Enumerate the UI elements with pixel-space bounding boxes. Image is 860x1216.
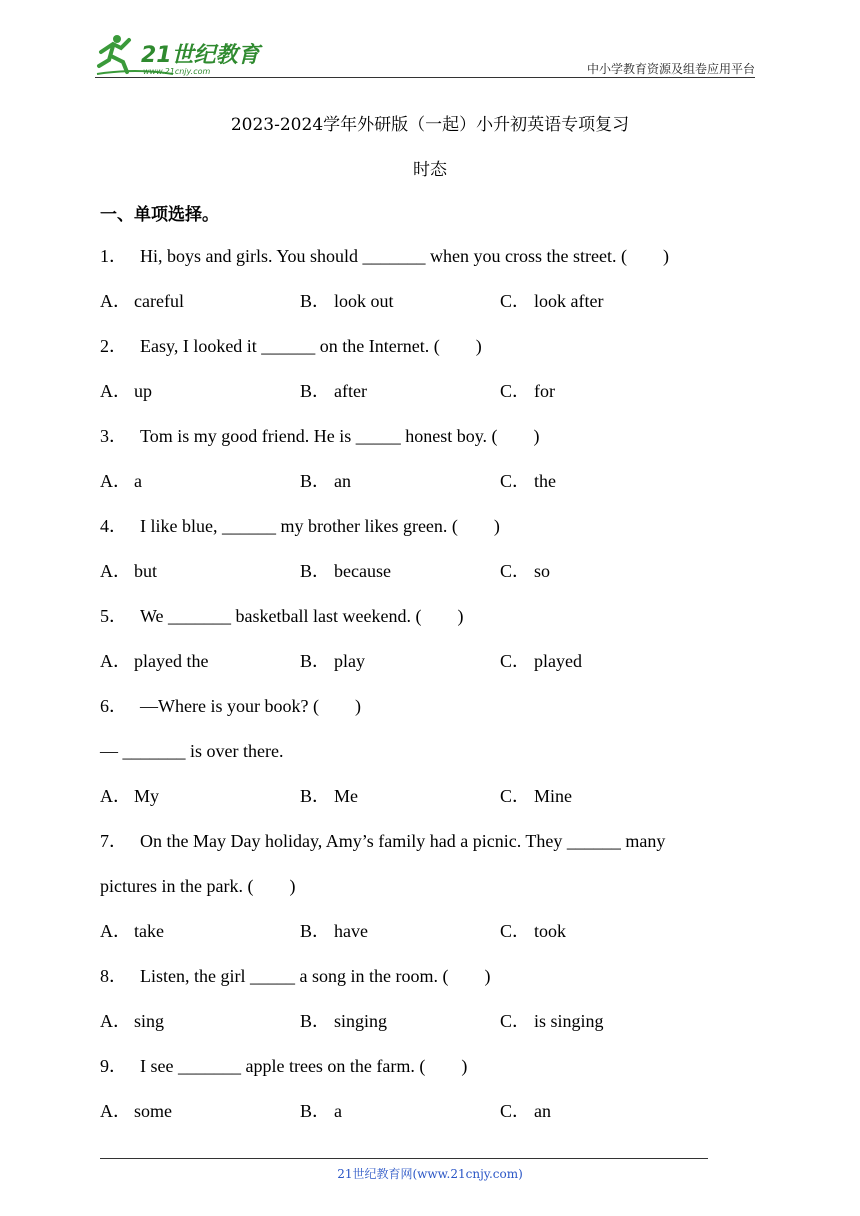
answer-option-b[interactable] — [300, 369, 367, 414]
option-label: C． — [500, 471, 531, 491]
option-label: A． — [100, 381, 131, 401]
footer-text: 21世纪教育网(www.21cnjy.com) — [337, 1167, 523, 1181]
question-stem — [100, 684, 760, 729]
option-label: C． — [500, 561, 531, 581]
option-text: sing — [134, 1011, 165, 1031]
option-label: B． — [300, 291, 331, 311]
answer-option-c[interactable] — [500, 639, 582, 684]
footer-divider — [100, 1158, 708, 1159]
question-stem — [100, 594, 760, 639]
option-text: the — [534, 471, 556, 491]
option-text: but — [134, 561, 158, 581]
option-label: A． — [100, 561, 131, 581]
option-text: played — [534, 651, 582, 671]
answer-option-a[interactable] — [100, 549, 157, 594]
option-label: B． — [300, 561, 331, 581]
option-label: A． — [100, 1101, 131, 1121]
option-text: took — [534, 921, 567, 941]
answer-option-b[interactable] — [300, 774, 358, 819]
answer-option-b[interactable] — [300, 549, 391, 594]
answer-option-c[interactable] — [500, 549, 550, 594]
answer-option-a[interactable] — [100, 999, 164, 1044]
answer-option-a[interactable] — [100, 459, 142, 504]
question-text: I like blue, ______ my brother likes green. ( ) — [140, 516, 500, 536]
question-text: I see _______ apple trees on the farm. ( ) — [140, 1056, 468, 1076]
question-continuation: — _______ is over there. — [100, 741, 284, 761]
option-text: Me — [334, 786, 358, 806]
question-number: 6． — [100, 696, 127, 716]
question-number: 7． — [100, 831, 127, 851]
question-number: 1． — [100, 246, 127, 266]
option-row — [100, 549, 760, 594]
option-label: B． — [300, 651, 331, 671]
option-label: C． — [500, 1101, 531, 1121]
option-row — [100, 639, 760, 684]
option-label: A． — [100, 1011, 131, 1031]
option-label: B． — [300, 471, 331, 491]
option-text: played the — [134, 651, 209, 671]
option-label: C． — [500, 1011, 531, 1031]
svg-text:21世纪教育: 21世纪教育 — [141, 43, 260, 68]
option-text: a — [334, 1101, 342, 1121]
option-text: so — [534, 561, 551, 581]
option-label: B． — [300, 1011, 331, 1031]
option-text: take — [134, 921, 164, 941]
option-text: for — [534, 381, 555, 401]
option-row — [100, 909, 760, 954]
question-text: Hi, boys and girls. You should _______ when you cross the street. ( ) — [140, 246, 669, 266]
answer-option-c[interactable] — [500, 279, 603, 324]
option-label: B． — [300, 921, 331, 941]
question-text: Tom is my good friend. He is _____ honest boy. ( ) — [140, 426, 540, 446]
option-text: an — [334, 471, 351, 491]
question-number: 5． — [100, 606, 127, 626]
option-label: C． — [500, 921, 531, 941]
option-text: after — [334, 381, 367, 401]
platform-name: 中小学教育资源及组卷应用平台 — [586, 62, 755, 76]
answer-option-a[interactable] — [100, 279, 184, 324]
option-row — [100, 279, 760, 324]
question-stem — [100, 234, 760, 279]
option-label: C． — [500, 786, 531, 806]
option-label: A． — [100, 921, 131, 941]
question-stem — [100, 1044, 760, 1089]
option-text: up — [134, 381, 152, 401]
site-logo — [95, 30, 265, 80]
question-stem — [100, 324, 760, 369]
answer-option-a[interactable] — [100, 639, 208, 684]
answer-option-a[interactable] — [100, 909, 164, 954]
option-label: B． — [300, 1101, 331, 1121]
question-stem — [100, 414, 760, 459]
option-text: have — [334, 921, 368, 941]
page-subtitle: 时态 — [413, 160, 447, 180]
option-label: C． — [500, 291, 531, 311]
page-title: 2023-2024学年外研版（一起）小升初英语专项复习 — [230, 115, 630, 135]
option-label: A． — [100, 786, 131, 806]
option-row — [100, 1089, 760, 1134]
answer-option-c[interactable] — [500, 909, 566, 954]
question-stem — [100, 954, 760, 999]
option-text: play — [334, 651, 365, 671]
question-text: We _______ basketball last weekend. ( ) — [140, 606, 464, 626]
answer-option-a[interactable] — [100, 369, 152, 414]
answer-option-c[interactable] — [500, 774, 572, 819]
option-text: some — [134, 1101, 172, 1121]
option-label: A． — [100, 291, 131, 311]
question-number: 8． — [100, 966, 127, 986]
option-label: A． — [100, 651, 131, 671]
answer-option-a[interactable] — [100, 774, 159, 819]
option-label: B． — [300, 381, 331, 401]
question-number: 2． — [100, 336, 127, 356]
option-text: a — [134, 471, 142, 491]
question-list — [100, 234, 760, 1134]
question-number: 9． — [100, 1056, 127, 1076]
option-label: B． — [300, 786, 331, 806]
option-text: an — [534, 1101, 551, 1121]
answer-option-b[interactable] — [300, 459, 351, 504]
answer-option-a[interactable] — [100, 1089, 172, 1134]
option-text: is singing — [534, 1011, 604, 1031]
option-text: look after — [534, 291, 604, 311]
option-text: My — [134, 786, 160, 806]
section-heading: 一、单项选择。 — [100, 205, 219, 225]
question-continuation: pictures in the park. ( ) — [100, 876, 296, 896]
question-text: Easy, I looked it ______ on the Internet. ( ) — [140, 336, 482, 356]
question-stem — [100, 819, 760, 864]
answer-option-c[interactable] — [500, 369, 555, 414]
option-text: because — [334, 561, 391, 581]
question-text: On the May Day holiday, Amy’s family had a picnic. They ______ many — [140, 831, 666, 851]
question-number: 4． — [100, 516, 127, 536]
option-row — [100, 459, 760, 504]
question-text: Listen, the girl _____ a song in the room. ( ) — [140, 966, 491, 986]
question-number: 3． — [100, 426, 127, 446]
option-label: C． — [500, 381, 531, 401]
answer-option-b[interactable] — [300, 279, 394, 324]
answer-option-c[interactable] — [500, 459, 556, 504]
answer-option-b[interactable] — [300, 1089, 342, 1134]
svg-text:www.21cnjy.com: www.21cnjy.com — [143, 67, 211, 76]
answer-option-b[interactable] — [300, 639, 365, 684]
answer-option-b[interactable] — [300, 909, 368, 954]
header-divider — [95, 77, 755, 78]
option-text: singing — [334, 1011, 388, 1031]
answer-option-c[interactable] — [500, 999, 604, 1044]
answer-option-b[interactable] — [300, 999, 387, 1044]
page-header — [0, 0, 860, 80]
option-text: Mine — [534, 786, 572, 806]
option-row — [100, 999, 760, 1044]
question-stem — [100, 504, 760, 549]
option-label: C． — [500, 651, 531, 671]
answer-option-c[interactable] — [500, 1089, 551, 1134]
option-text: look out — [334, 291, 394, 311]
option-text: careful — [134, 291, 184, 311]
option-row — [100, 369, 760, 414]
option-label: A． — [100, 471, 131, 491]
option-row — [100, 774, 760, 819]
question-text: —Where is your book? ( ) — [140, 696, 361, 716]
